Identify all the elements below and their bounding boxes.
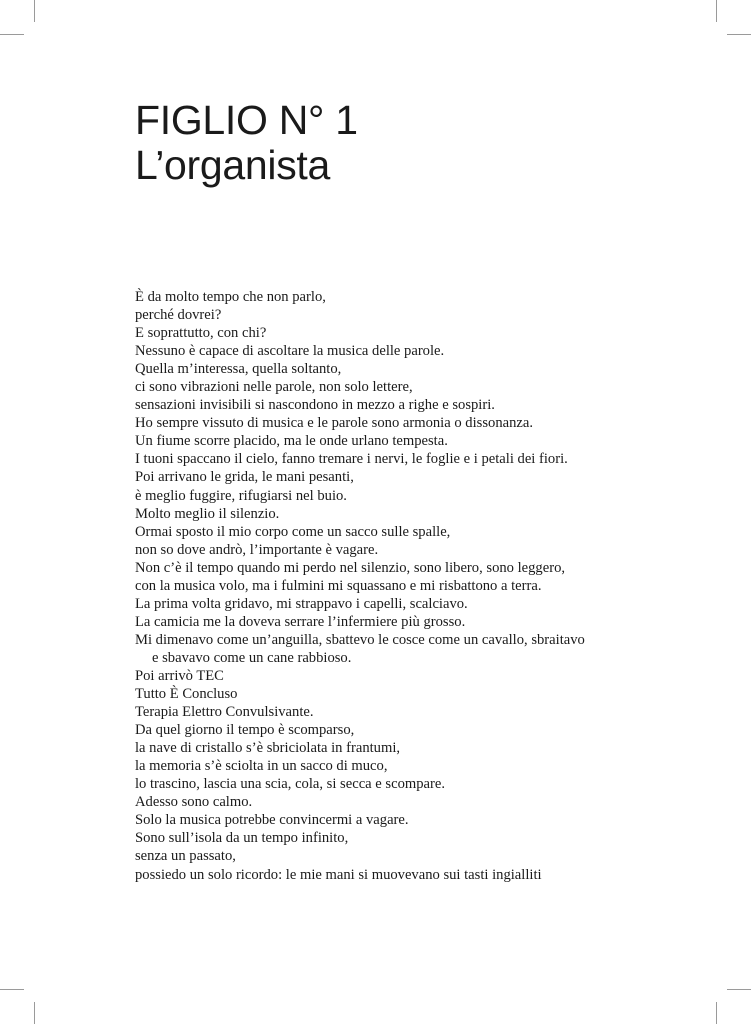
poem-line: Terapia Elettro Convulsivante. (135, 704, 314, 721)
poem-line: Mi dimenavo come un’anguilla, sbattevo le cosce come un cavallo, sbraitavo (135, 631, 585, 648)
poem-line: Adesso sono calmo. (135, 794, 253, 811)
poem-line: Ormai sposto il mio corpo come un sacco sulle spalle, (135, 523, 451, 540)
poem-line: la nave di cristallo s’è sbriciolata in frantumi, (135, 740, 401, 757)
poem-line: Poi arrivò TEC (135, 667, 224, 684)
poem-line: La prima volta gridavo, mi strappavo i capelli, scalciavo. (135, 595, 468, 612)
poem-line: Solo la musica potrebbe convincermi a vagare. (135, 812, 409, 829)
crop-mark-top-right-h (727, 34, 751, 35)
poem-line: con la musica volo, ma i fulmini mi squassano e mi risbattono a terra. (135, 577, 542, 594)
poem-line: ci sono vibrazioni nelle parole, non solo lettere, (135, 379, 413, 396)
poem-line: senza un passato, (135, 848, 236, 865)
poem-line: non so dove andrò, l’importante è vagare. (135, 541, 379, 558)
poem-line: sensazioni invisibili si nascondono in mezzo a righe e sospiri. (135, 397, 495, 414)
poem-line: perché dovrei? (135, 307, 222, 324)
poem-line: è meglio fuggire, rifugiarsi nel buio. (135, 487, 347, 504)
poem-line: I tuoni spaccano il cielo, fanno tremare i nervi, le foglie e i petali dei fiori. (135, 451, 568, 468)
crop-mark-bottom-right (716, 1002, 717, 1024)
chapter-title-subtitle: L’organista (135, 142, 331, 188)
poem-line: E soprattutto, con chi? (135, 325, 267, 342)
crop-mark-bottom-left-h (0, 989, 24, 990)
poem-body (135, 288, 695, 884)
crop-mark-top-left (34, 0, 35, 22)
crop-mark-top-right (716, 0, 717, 22)
poem-line: Non c’è il tempo quando mi perdo nel silenzio, sono libero, sono leggero, (135, 559, 566, 576)
poem-line-continuation: e sbavavo come un cane rabbioso. (152, 649, 352, 666)
poem-line: la memoria s’è sciolta in un sacco di muco, (135, 758, 388, 775)
poem-line: Sono sull’isola da un tempo infinito, (135, 830, 349, 847)
poem-line: Tutto È Concluso (135, 686, 238, 703)
poem-line: Poi arrivano le grida, le mani pesanti, (135, 469, 354, 486)
poem-line: La camicia me la doveva serrare l’infermiere più grosso. (135, 613, 466, 630)
poem-line: È da molto tempo che non parlo, (135, 289, 326, 305)
chapter-title (135, 98, 358, 188)
poem-line: Ho sempre vissuto di musica e le parole sono armonia o dissonanza. (135, 415, 533, 432)
poem-line: possiedo un solo ricordo: le mie mani si muovevano sui tasti ingialliti (135, 866, 542, 883)
poem-line: Quella m’interessa, quella soltanto, (135, 361, 342, 378)
poem-line: Un fiume scorre placido, ma le onde urlano tempesta. (135, 433, 448, 450)
crop-mark-bottom-right-h (727, 989, 751, 990)
poem-line: Da quel giorno il tempo è scomparso, (135, 722, 355, 739)
poem-line: lo trascino, lascia una scia, cola, si secca e scompare. (135, 776, 445, 793)
poem-line: Molto meglio il silenzio. (135, 505, 280, 522)
poem-line: Nessuno è capace di ascoltare la musica delle parole. (135, 343, 445, 360)
crop-mark-top-left-h (0, 34, 24, 35)
chapter-title-number: FIGLIO N° 1 (135, 97, 358, 143)
crop-mark-bottom-left (34, 1002, 35, 1024)
